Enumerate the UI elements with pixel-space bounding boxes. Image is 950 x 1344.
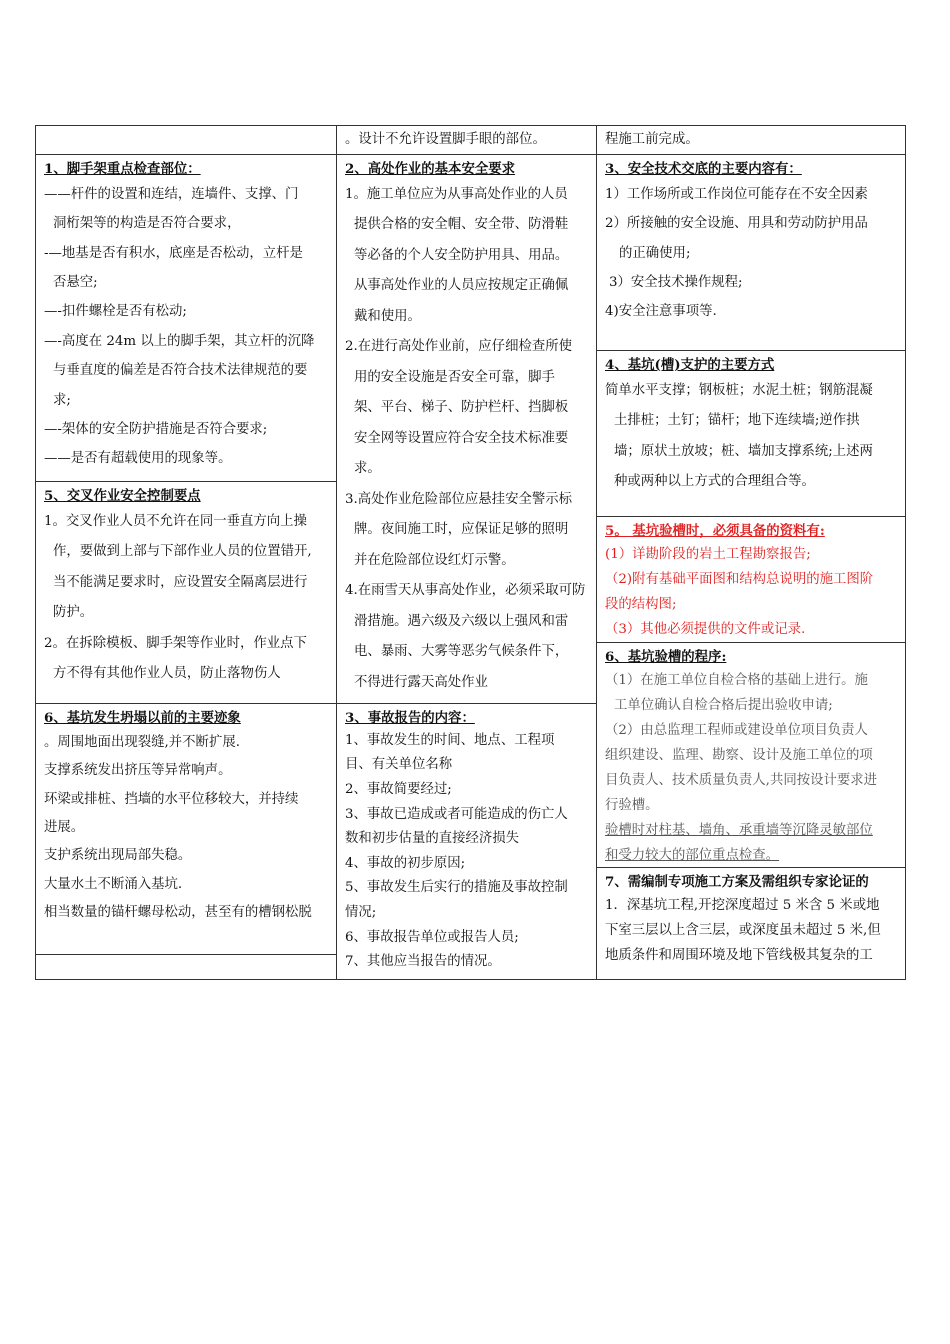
- text-line: 6、事故报告单位或报告人员;: [345, 929, 519, 945]
- text-line: —-扣件螺栓是否有松动;: [44, 304, 187, 320]
- section-title: 7、需编制专项施工方案及需组织专家论证的: [605, 874, 869, 890]
- text-line: 相当数量的锚杆螺母松动，甚至有的槽钢松脱: [44, 905, 312, 921]
- text-line: 5、事故发生后实行的措施及事故控制: [345, 880, 568, 896]
- text-line: 否悬空;: [53, 274, 98, 290]
- text-line: 戴和使用。: [354, 308, 421, 324]
- section-pit-support: [596, 350, 906, 517]
- text-line: 4.在雨雪天从事高处作业，必须采取可防: [345, 583, 586, 599]
- text-line: 并在危险部位设红灯示警。: [354, 552, 515, 568]
- section-safety-briefing: [596, 154, 906, 351]
- text-line: 防护。: [53, 605, 94, 621]
- c2-top-cell: [336, 125, 597, 155]
- c3-top-text: 程施工前完成。: [605, 132, 699, 147]
- c3-top-cell: [596, 125, 906, 155]
- text-line: 数和初步估量的直接经济损失: [345, 831, 520, 847]
- text-line: 求;: [53, 392, 71, 408]
- text-line: 安全网等设置应符合安全技术标准要: [354, 430, 569, 446]
- text-line: 墙；原状土放坡；桩、墙加支撑系统;上述两: [614, 443, 873, 459]
- text-line: 。周围地面出现裂缝,并不断扩展.: [44, 734, 240, 750]
- text-line: 从事高处作业的人员应按规定正确佩: [354, 278, 569, 294]
- text-line: ——杆件的设置和连结，连墙件、支撑、门: [44, 186, 299, 202]
- text-line: 种或两种以上方式的合理组合等。: [614, 474, 815, 490]
- section-title: 6、基坑验槽的程序:: [605, 649, 727, 665]
- text-line: 电、暴雨、大雾等恶劣气候条件下，: [354, 644, 569, 660]
- text-line: —-架体的安全防护措施是否符合要求;: [44, 422, 268, 438]
- text-line: 2.在进行高处作业前，应仔细检查所使: [345, 339, 573, 355]
- text-line: 当不能满足要求时，应设置安全隔离层进行: [53, 574, 308, 590]
- text-line: 进展。: [44, 819, 85, 835]
- text-line: 用的安全设施是否安全可靠，脚手: [354, 369, 555, 385]
- text-line: 不得进行露天高处作业: [354, 674, 488, 690]
- section-inspection-procedure: [596, 642, 906, 868]
- text-line: 3、事故已造成或者可能造成的伤亡人: [345, 806, 568, 822]
- text-line: 1。交叉作业人员不允许在同一垂直方向上操: [44, 513, 307, 529]
- text-line: ——是否有超载使用的现象等。: [44, 451, 232, 467]
- text-line: 作，要做到上部与下部作业人员的位置错开,: [53, 544, 312, 560]
- text-line: 地质条件和周围环境及地下管线极其复杂的工: [605, 947, 873, 963]
- text-line: 1．深基坑工程,开挖深度超过 5 米含 5 米或地: [605, 897, 880, 913]
- section-title: 5、交叉作业安全控制要点: [44, 488, 201, 504]
- text-line: 情况;: [345, 904, 377, 920]
- section-accident-report: [336, 703, 597, 980]
- text-line: 和受力较大的部位重点检查。: [605, 847, 780, 863]
- text-line: 求。: [354, 461, 381, 477]
- text-line: 提供合格的安全帽、安全带、防滑鞋: [354, 217, 569, 233]
- text-line: 4、事故的初步原因;: [345, 855, 466, 871]
- section-collapse-signs: [35, 703, 337, 955]
- text-line: 1、事故发生的时间、地点、工程项: [345, 732, 555, 748]
- section-special-plan: [596, 867, 906, 980]
- section-inspection-docs: [596, 516, 906, 643]
- c1-empty-cell: [35, 954, 337, 980]
- text-line: 架、平台、梯子、防护栏杆、挡脚板: [354, 400, 569, 416]
- c1-top-cell: [35, 125, 337, 155]
- text-line: 下室三层以上含三层，或深度虽未超过 5 米,但: [605, 922, 881, 938]
- section-title: 3、事故报告的内容：: [345, 710, 475, 726]
- text-line: 与垂直度的偏差是否符合技术法律规范的要: [53, 363, 308, 379]
- text-line: 方不得有其他作业人员，防止落物伤人: [53, 666, 281, 682]
- section-title: 4、基坑(槽)支护的主要方式: [605, 357, 775, 373]
- text-line: （2）由总监理工程师或建设单位项目负责人: [605, 722, 868, 738]
- text-line: 洞桁架等的构造是否符合要求，: [53, 216, 241, 232]
- text-line: 段的结构图;: [605, 596, 677, 612]
- text-line: 大量水土不断涌入基坑.: [44, 876, 183, 892]
- text-line: 的正确使用;: [619, 245, 691, 261]
- text-line: 行验槽。: [605, 797, 659, 813]
- section-height-work: [336, 154, 597, 704]
- section-title: 5。 基坑验槽时，必须具备的资料有:: [605, 523, 825, 539]
- text-line: （3）其他必须提供的文件或记录.: [605, 621, 806, 637]
- text-line: (1）详勘阶段的岩土工程勘察报告;: [605, 546, 811, 562]
- text-line: 3）安全技术操作规程;: [609, 274, 743, 290]
- section-title: 1、脚手架重点检查部位：: [44, 161, 201, 177]
- text-line: 滑措施。遇六级及六级以上强风和雷: [354, 613, 569, 629]
- section-cross-work: [35, 481, 337, 704]
- text-line: （1）在施工单位自检合格的基础上进行。施: [605, 672, 868, 688]
- text-line: 3.高处作业危险部位应悬挂安全警示标: [345, 491, 573, 507]
- text-line: 2。在拆除模板、脚手架等作业时，作业点下: [44, 635, 307, 651]
- text-line: 工单位确认自检合格后提出验收申请;: [614, 697, 833, 713]
- text-line: 等必备的个人安全防护用具、用品。: [354, 247, 569, 263]
- text-line: 4)安全注意事项等.: [605, 304, 717, 320]
- text-line: 1）工作场所或工作岗位可能存在不安全因素: [605, 186, 868, 202]
- text-line: （2)附有基础平面图和结构总说明的施工图阶: [605, 571, 874, 587]
- text-line: 支撑系统发出挤压等异常响声。: [44, 763, 232, 779]
- text-line: 目负责人、技术质量负责人,共同按设计要求进: [605, 772, 878, 788]
- text-line: 目、有关单位名称: [345, 757, 453, 773]
- text-line: 7、其他应当报告的情况。: [345, 954, 501, 970]
- text-line: 2、事故简要经过;: [345, 781, 452, 797]
- text-line: 土排桩；土钉；锚杆；地下连续墙;逆作拱: [614, 413, 860, 429]
- text-line: —-高度在 24m 以上的脚手架，其立杆的沉降: [44, 333, 315, 349]
- text-line: 支护系统出现局部失稳。: [44, 848, 192, 864]
- text-line: 1。施工单位应为从事高处作业的人员: [345, 186, 568, 202]
- text-line: 简单水平支撑；钢板桩；水泥土桩；钢筋混凝: [605, 382, 873, 398]
- section-title: 6、基坑发生坍塌以前的主要迹象: [44, 710, 241, 726]
- section-title: 2、高处作业的基本安全要求: [345, 161, 516, 177]
- text-line: 组织建设、监理、勘察、设计及施工单位的项: [605, 747, 873, 763]
- text-line: 验槽时对柱基、墙角、承重墙等沉降灵敏部位: [605, 822, 873, 838]
- section-scaffold-inspection: [35, 154, 337, 482]
- text-line: 牌。夜间施工时，应保证足够的照明: [354, 522, 569, 538]
- text-line: 2）所接触的安全设施、用具和劳动防护用品: [605, 216, 868, 232]
- section-title: 3、安全技术交底的主要内容有：: [605, 161, 802, 177]
- text-line: 环梁或排桩、挡墙的水平位移较大，并持续: [44, 791, 299, 807]
- c2-top-text: 。设计不允许设置脚手眼的部位。: [345, 132, 546, 147]
- text-line: -—地基是否有积水，底座是否松动，立杆是: [44, 245, 303, 261]
